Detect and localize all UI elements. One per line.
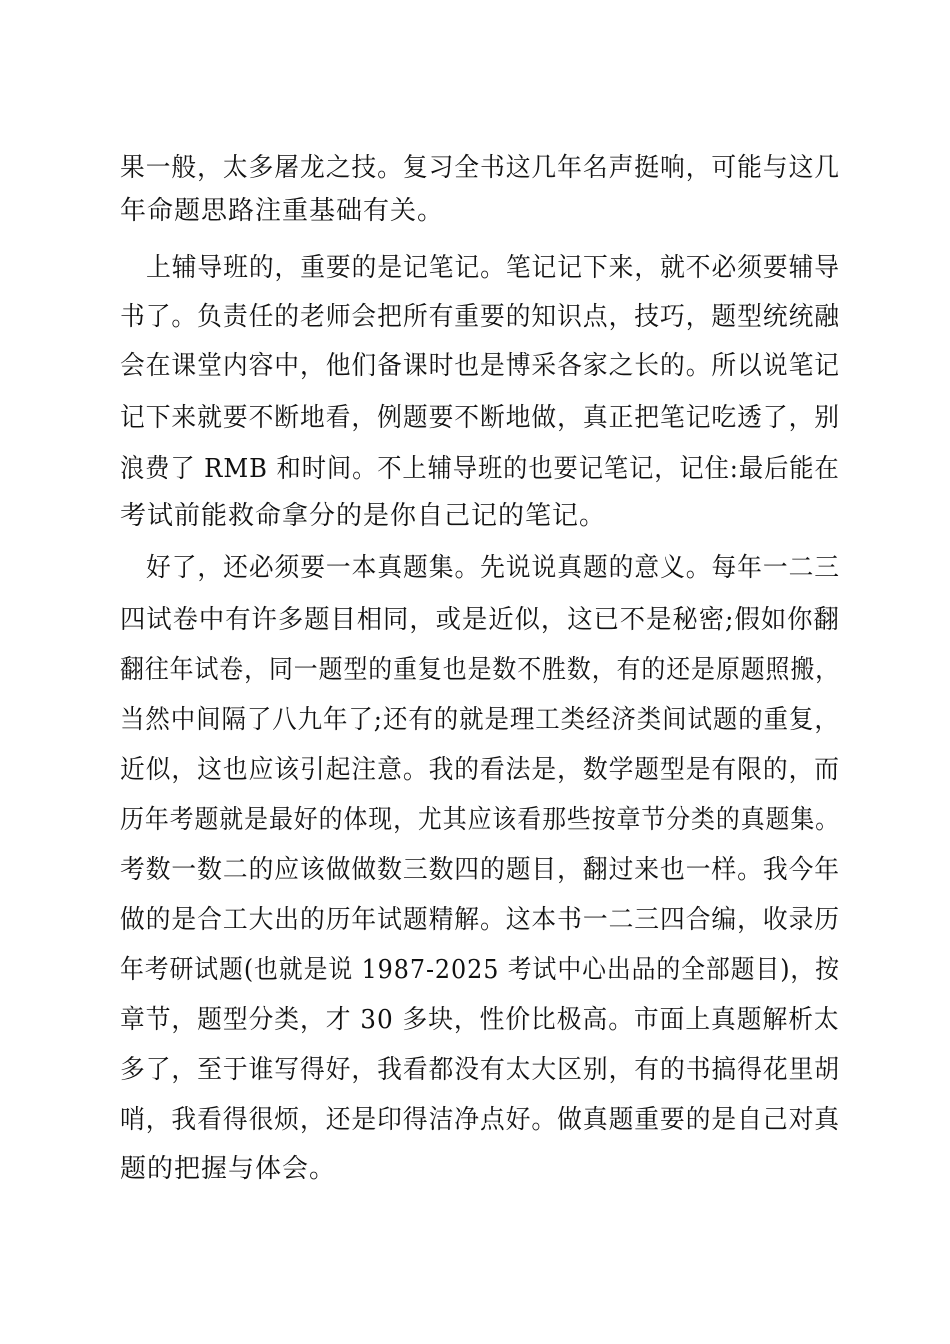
text-line: 果一般，太多屠龙之技。复习全书这几年名声挺响，可能与这几 (120, 153, 841, 183)
text-line: 书了。负责任的老师会把所有重要的知识点，技巧，题型统统融 (120, 302, 841, 332)
text-line: 历年考题就是最好的体现，尤其应该看那些按章节分类的真题集。 (120, 805, 841, 835)
text-line: 记下来就要不断地看，例题要不断地做，真正把笔记吃透了，别 (120, 403, 841, 433)
text-line: 年考研试题(也就是说 1987-2025 考试中心出品的全部题目)，按 (120, 955, 840, 985)
text-line: 考数一数二的应该做做数三数四的题目，翻过来也一样。我今年 (120, 855, 841, 885)
text-line: 做的是合工大出的历年试题精解。这本书一二三四合编，收录历 (120, 905, 841, 935)
text-line: 年命题思路注重基础有关。 (120, 196, 445, 226)
text-line: 当然中间隔了八九年了;还有的就是理工类经济类间试题的重复， (120, 705, 840, 735)
text-line: 好了，还必须要一本真题集。先说说真题的意义。每年一二三 (146, 553, 841, 583)
text-line: 多了，至于谁写得好，我看都没有太大区别，有的书搞得花里胡 (120, 1055, 841, 1085)
text-line: 考试前能救命拿分的是你自己记的笔记。 (120, 501, 607, 531)
text-line: 近似，这也应该引起注意。我的看法是，数学题型是有限的，而 (120, 755, 841, 785)
text-line: 章节，题型分类，才 30 多块，性价比极高。市面上真题解析太 (120, 1005, 840, 1035)
text-line: 上辅导班的，重要的是记笔记。笔记记下来，就不必须要辅导 (146, 253, 841, 283)
text-line: 浪费了 RMB 和时间。不上辅导班的也要记笔记，记住:最后能在 (120, 454, 840, 484)
text-line: 四试卷中有许多题目相同，或是近似，这已不是秘密;假如你翻 (120, 605, 840, 635)
text-line: 会在课堂内容中，他们备课时也是博采各家之长的。所以说笔记 (120, 351, 841, 381)
text-line: 翻往年试卷，同一题型的重复也是数不胜数，有的还是原题照搬， (120, 655, 841, 685)
text-line: 题的把握与体会。 (120, 1154, 337, 1184)
text-line: 哨，我看得很烦，还是印得洁净点好。做真题重要的是自己对真 (120, 1105, 841, 1135)
